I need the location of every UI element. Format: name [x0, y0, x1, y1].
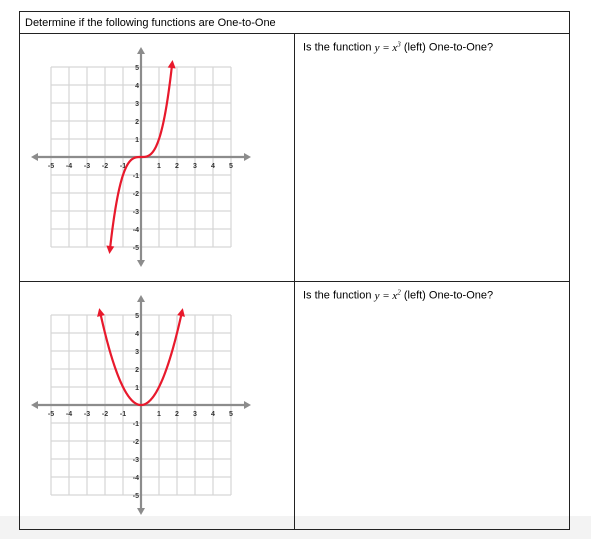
y-tick-label: 1 — [135, 137, 139, 144]
math-equals: = — [379, 41, 393, 54]
x-tick-label: 3 — [193, 163, 197, 170]
function-expression — [375, 42, 401, 54]
math-equals: = — [379, 289, 393, 302]
y-tick-label: 2 — [135, 119, 139, 126]
x-tick-label: -5 — [47, 163, 55, 170]
y-tick-label: 2 — [135, 367, 139, 374]
graph-cell-quadratic — [20, 282, 295, 530]
question-prefix: Is the function — [303, 41, 372, 54]
curve-start-arrow — [106, 246, 114, 254]
y-tick-label: -1 — [132, 421, 139, 428]
math-x: x — [392, 41, 398, 54]
x-axis-left-arrow — [31, 401, 38, 409]
y-tick-label: 1 — [135, 385, 139, 392]
question-suffix: (left) One-to-One? — [403, 41, 494, 54]
y-tick-label: 3 — [135, 349, 139, 356]
x-axis-right-arrow — [244, 401, 251, 409]
y-tick-label: -2 — [132, 191, 139, 198]
y-axis-top-arrow — [137, 47, 145, 54]
question-suffix: (left) One-to-One? — [403, 289, 494, 302]
x-tick-label: -1 — [119, 411, 127, 418]
x-tick-label: 1 — [157, 411, 161, 418]
x-tick-label: -1 — [119, 163, 127, 170]
x-axis-left-arrow — [31, 153, 38, 161]
header-cell — [20, 12, 570, 34]
graph-cell-cubic — [20, 34, 295, 282]
x-tick-label: 2 — [175, 411, 179, 418]
x-tick-label: 4 — [211, 163, 215, 170]
curve-end-arrow — [168, 60, 176, 68]
math-exponent: 2 — [397, 288, 401, 296]
x-tick-label: -4 — [65, 411, 73, 418]
question-prefix: Is the function — [303, 289, 372, 302]
x-tick-label: 5 — [229, 163, 233, 170]
x-tick-label: -4 — [65, 163, 73, 170]
y-tick-label: -4 — [132, 475, 139, 482]
y-tick-label: 5 — [135, 65, 139, 72]
x-tick-label: 3 — [193, 411, 197, 418]
y-tick-label: -4 — [132, 227, 139, 234]
question-cell-quadratic — [295, 282, 570, 530]
x-tick-label: -3 — [83, 411, 91, 418]
y-axis-top-arrow — [137, 295, 145, 302]
x-tick-label: 2 — [175, 163, 179, 170]
math-x: x — [392, 289, 398, 302]
math-y: y — [374, 289, 380, 302]
y-tick-label: 4 — [135, 83, 139, 90]
question-cell-cubic — [295, 34, 570, 282]
x-tick-label: -2 — [101, 163, 109, 170]
y-tick-label: 3 — [135, 101, 139, 108]
x-tick-label: -3 — [83, 163, 91, 170]
y-tick-label: -3 — [132, 457, 139, 464]
y-axis-bottom-arrow — [137, 260, 145, 267]
worksheet-title: Determine if the following functions are One-to-One — [25, 17, 276, 29]
x-axis-right-arrow — [244, 153, 251, 161]
x-tick-label: 4 — [211, 411, 215, 418]
function-expression — [375, 290, 401, 302]
y-tick-label: -2 — [132, 439, 139, 446]
x-tick-label: -2 — [101, 411, 109, 418]
y-axis-bottom-arrow — [137, 508, 145, 515]
x-tick-label: 5 — [229, 411, 233, 418]
y-tick-label: -1 — [132, 173, 139, 180]
y-tick-label: -5 — [132, 245, 139, 252]
y-tick-label: -5 — [132, 493, 139, 500]
math-y: y — [374, 41, 380, 54]
question-cubic — [295, 34, 569, 54]
y-tick-label: 5 — [135, 313, 139, 320]
x-tick-label: 1 — [157, 163, 161, 170]
quadratic-graph — [20, 282, 298, 524]
worksheet-table — [19, 11, 570, 530]
x-tick-label: -5 — [47, 411, 55, 418]
y-tick-label: 4 — [135, 331, 139, 338]
question-quadratic — [295, 282, 569, 302]
math-exponent: 3 — [397, 40, 401, 48]
y-tick-label: -3 — [132, 209, 139, 216]
cubic-graph — [20, 34, 298, 276]
